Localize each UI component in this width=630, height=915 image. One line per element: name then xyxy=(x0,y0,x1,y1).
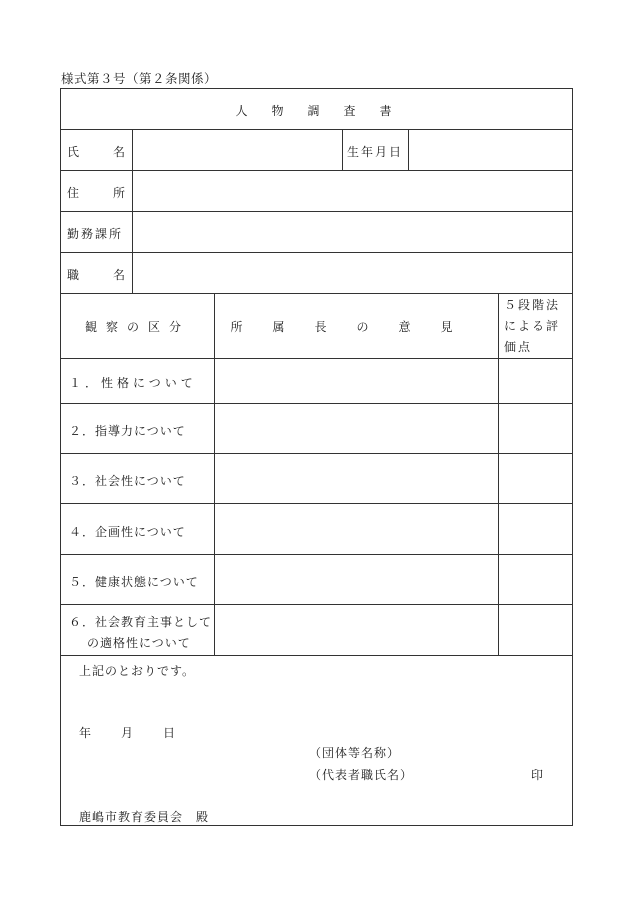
investigation-form xyxy=(60,88,573,826)
opinion-cell-5[interactable] xyxy=(221,561,491,597)
rating-cell-2[interactable] xyxy=(504,410,568,446)
label-birthdate: 生年月日 xyxy=(347,145,404,159)
item-leadership: ２．指導力について xyxy=(69,424,186,438)
rule-item-3 xyxy=(61,503,572,504)
rule-workplace xyxy=(61,252,572,253)
jobtitle-field[interactable] xyxy=(137,261,569,285)
opinion-cell-3[interactable] xyxy=(221,460,491,496)
label-jobtitle-text: 職 名 xyxy=(67,268,125,282)
rating-cell-3[interactable] xyxy=(504,460,568,496)
item-planning: ４．企画性について xyxy=(69,525,186,539)
rule-birthdate-right xyxy=(408,129,409,170)
rule-item-5 xyxy=(61,604,572,605)
rating-cell-4[interactable] xyxy=(504,510,568,547)
rule-item-2 xyxy=(61,453,572,454)
label-jobtitle xyxy=(67,266,125,283)
rule-title xyxy=(61,129,572,130)
label-name xyxy=(67,143,125,160)
header-rating-line2: による評 xyxy=(504,319,561,333)
item-suitability-line2: の適格性について xyxy=(87,636,191,650)
opinion-cell-1[interactable] xyxy=(221,365,491,397)
workplace-field[interactable] xyxy=(137,220,569,244)
birthdate-field[interactable] xyxy=(413,138,569,162)
form-number-label: 様式第３号（第２条関係） xyxy=(61,71,218,86)
addressee: 鹿嶋市教育委員会 殿 xyxy=(79,810,210,824)
seal-mark: 印 xyxy=(531,768,544,782)
address-field[interactable] xyxy=(137,179,569,203)
rating-cell-1[interactable] xyxy=(504,365,568,397)
label-address xyxy=(67,184,125,201)
name-field[interactable] xyxy=(137,138,335,162)
opinion-cell-6[interactable] xyxy=(221,611,491,648)
opinion-cell-2[interactable] xyxy=(221,410,491,446)
rule-category-column xyxy=(214,293,215,655)
statement: 上記のとおりです。 xyxy=(79,664,196,678)
opinion-cell-4[interactable] xyxy=(221,510,491,547)
rating-cell-6[interactable] xyxy=(504,611,568,648)
rule-jobtitle xyxy=(61,293,572,294)
item-sociability: ３．社会性について xyxy=(69,474,186,488)
date-month: 月 xyxy=(121,726,134,740)
item-health: ５．健康状態について xyxy=(69,575,199,589)
form-title: 人 物 調 査 書 xyxy=(235,104,398,118)
representative-name-label: （代表者職氏名） xyxy=(309,768,414,782)
date-day: 日 xyxy=(163,726,176,740)
label-name-text: 氏 名 xyxy=(67,145,125,159)
item-personality: １．性格について xyxy=(69,376,197,390)
rule-header xyxy=(61,358,572,359)
rule-birthdate-left xyxy=(342,129,343,170)
rule-name xyxy=(61,170,572,171)
label-workplace: 勤務課所 xyxy=(67,227,124,241)
rule-item-1 xyxy=(61,403,572,404)
rule-item-6 xyxy=(61,655,572,656)
rule-item-4 xyxy=(61,554,572,555)
label-address-text: 住 所 xyxy=(67,186,125,200)
header-opinion: 所属長の意見 xyxy=(230,320,483,334)
header-category: 観察の区分 xyxy=(84,320,190,334)
rule-rating-column xyxy=(498,293,499,655)
date-year: 年 xyxy=(79,726,92,740)
header-rating-line1: ５段階法 xyxy=(504,298,561,312)
rating-cell-5[interactable] xyxy=(504,561,568,597)
item-suitability-line1: ６．社会教育主事として xyxy=(69,615,213,629)
rule-label-column xyxy=(132,129,133,293)
organization-name-label: （団体等名称） xyxy=(309,746,401,760)
header-rating-line3: 価点 xyxy=(504,340,533,354)
rule-address xyxy=(61,211,572,212)
